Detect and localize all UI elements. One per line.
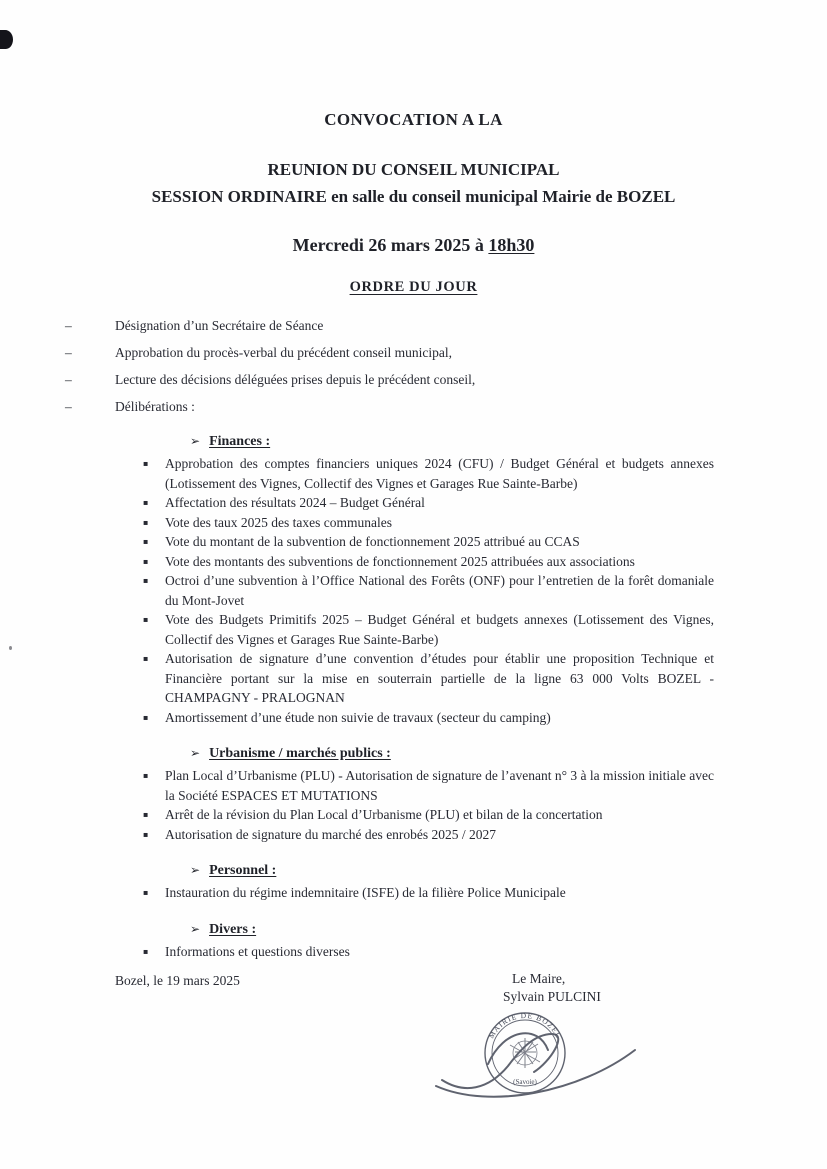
agenda-item: Octroi d’une subvention à l’Office National des Forêts (ONF) pour l’entretien de la forêt domaniale du Mont-Jovet xyxy=(165,573,714,608)
list-item xyxy=(143,552,714,572)
agenda-item: Informations et questions diverses xyxy=(165,943,350,959)
place-and-date: Bozel, le 19 mars 2025 xyxy=(115,973,240,988)
list-item xyxy=(143,571,714,610)
section-title: Urbanisme / marchés publics : xyxy=(209,746,391,761)
agenda-item: Vote des montants des subventions de fonctionnement 2025 attribuées aux associations xyxy=(165,553,635,569)
meeting-date xyxy=(0,235,827,256)
section-title: Finances : xyxy=(209,434,271,449)
agenda-item: Plan Local d’Urbanisme (PLU) - Autorisation de signature de l’avenant n° 3 à la mission initiale avec la Société ESPACES ET MUTATIONS xyxy=(165,768,714,803)
agenda-item: Autorisation de signature du marché des enrobés 2025 / 2027 xyxy=(165,826,497,842)
official-stamp xyxy=(430,1000,650,1115)
list-item xyxy=(143,610,714,649)
section-title: Personnel : xyxy=(209,863,277,878)
stamp-bottom-text: (Savoie) xyxy=(513,1078,537,1086)
bullet-icon: ▪ xyxy=(143,946,149,956)
list-item xyxy=(143,942,714,962)
preamble-text: Délibérations : xyxy=(115,399,195,414)
bullet-icon: ▪ xyxy=(143,888,149,897)
bullet-icon: ▪ xyxy=(143,615,149,624)
bullet-icon: ▪ xyxy=(143,556,149,566)
scan-artifact xyxy=(9,646,12,650)
list-item xyxy=(143,454,714,493)
title-convocation: CONVOCATION A LA xyxy=(324,110,503,129)
bullet-icon: ▪ xyxy=(143,576,149,585)
agenda-item: Instauration du régime indemnitaire (ISFE) de la filière Police Municipale xyxy=(165,885,566,900)
stamp-and-signature xyxy=(430,1000,650,1115)
agenda-item: Affectation des résultats 2024 – Budget Général xyxy=(165,495,425,510)
section-urbanisme xyxy=(0,745,827,844)
section-divers xyxy=(0,921,827,962)
title-reunion: REUNION DU CONSEIL MUNICIPAL xyxy=(267,160,560,179)
bullet-icon: ▪ xyxy=(143,654,149,663)
signer-role: Le Maire, xyxy=(512,971,566,986)
bullet-icon: ▪ xyxy=(143,810,149,819)
meeting-date-text: Mercredi 26 mars 2025 à xyxy=(292,235,489,255)
signer-name: Sylvain PULCINI xyxy=(503,989,601,1004)
bullet-icon: ▪ xyxy=(143,498,149,507)
arrow-icon: ➢ xyxy=(190,921,201,936)
agenda-item: Arrêt de la révision du Plan Local d’Urbanisme (PLU) et bilan de la concertation xyxy=(165,807,603,822)
list-item xyxy=(143,649,714,708)
bullet-icon: ▪ xyxy=(143,771,149,780)
list-item xyxy=(0,372,827,388)
agenda-item: Vote des taux 2025 des taxes communales xyxy=(165,514,392,530)
section-personnel xyxy=(0,862,827,903)
preamble-text: Approbation du procès-verbal du précédent conseil municipal, xyxy=(115,345,453,360)
meeting-time: 18h30 xyxy=(488,235,535,255)
list-item xyxy=(0,345,827,361)
agenda-sections xyxy=(0,433,827,961)
agenda-item: Approbation des comptes financiers uniques 2024 (CFU) / Budget Général et budgets annexes (Lotissement des Vignes, Collectif des Vignes et Garages Rue Sainte-Barbe) xyxy=(165,456,714,491)
preamble-text: Lecture des décisions déléguées prises depuis le précédent conseil, xyxy=(115,372,476,387)
arrow-icon: ➢ xyxy=(190,746,201,760)
preamble-list xyxy=(0,318,827,415)
agenda-item: Autorisation de signature d’une convention d’études pour établir une proposition Technique et Financière portant sur la mise en souterrain partielle de la ligne 63 000 Volts BOZEL - CHAMPAGNY - PRALOGNAN xyxy=(165,651,714,705)
arrow-icon: ➢ xyxy=(190,863,201,877)
handwritten-signature xyxy=(436,1033,635,1096)
bullet-icon: ▪ xyxy=(143,537,149,546)
title-block xyxy=(0,156,827,210)
dash-icon: – xyxy=(65,345,72,360)
agenda-item: Amortissement d’une étude non suivie de travaux (secteur du camping) xyxy=(165,709,551,725)
list-item xyxy=(143,805,714,825)
list-item xyxy=(143,883,714,903)
bullet-icon: ▪ xyxy=(143,712,149,722)
stamp-emblem xyxy=(510,1038,540,1068)
preamble-text: Désignation d’un Secrétaire de Séance xyxy=(115,318,324,333)
dash-icon: – xyxy=(65,372,72,387)
list-item xyxy=(143,532,714,552)
dash-icon: – xyxy=(65,399,72,414)
arrow-icon: ➢ xyxy=(190,434,201,448)
section-heading xyxy=(190,862,827,879)
section-heading xyxy=(190,921,827,938)
order-of-day-title: ORDRE DU JOUR xyxy=(349,279,478,295)
stamp-top-text: MAIRIE DE BOZEL xyxy=(486,1010,564,1041)
dash-icon: – xyxy=(65,318,72,333)
list-item xyxy=(0,318,827,334)
list-item xyxy=(143,513,714,533)
bullet-icon: ▪ xyxy=(143,517,149,527)
list-item xyxy=(0,399,827,415)
list-item xyxy=(143,708,714,728)
bullet-icon: ▪ xyxy=(143,829,149,839)
section-heading xyxy=(190,433,827,450)
bullet-icon: ▪ xyxy=(143,459,149,468)
section-finances xyxy=(0,433,827,727)
section-title: Divers : xyxy=(209,921,257,937)
list-item xyxy=(143,493,714,513)
agenda-item: Vote du montant de la subvention de fonctionnement 2025 attribué au CCAS xyxy=(165,534,580,549)
list-item xyxy=(143,766,714,805)
section-heading xyxy=(190,745,827,762)
title-session: SESSION ORDINAIRE en salle du conseil municipal Mairie de BOZEL xyxy=(151,187,676,206)
list-item xyxy=(143,825,714,845)
agenda-item: Vote des Budgets Primitifs 2025 – Budget Général et budgets annexes (Lotissement des Vignes, Collectif des Vignes et Garages Rue Sainte-Barbe) xyxy=(165,612,714,647)
